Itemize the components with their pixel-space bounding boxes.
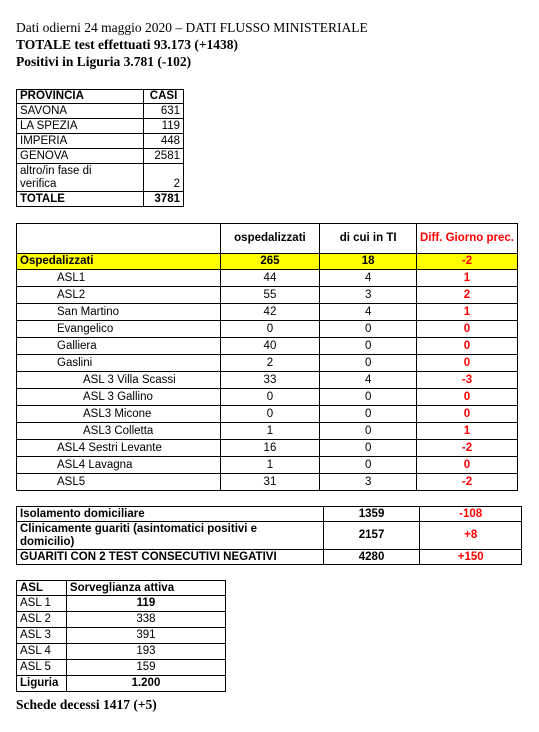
- cell-ospedalizzati: 265: [220, 254, 320, 270]
- cell-diff: 2: [416, 287, 517, 304]
- cell-ospedalizzati: 1: [220, 423, 320, 440]
- row-label: Galliera: [17, 338, 221, 355]
- status-label-line: domicilio): [20, 535, 75, 548]
- table-total-row: [17, 192, 184, 207]
- table-header-row: [17, 224, 518, 254]
- asl-name: ASL 3: [17, 628, 67, 644]
- cell-diff: 0: [416, 321, 517, 338]
- cell-diff: 0: [416, 389, 517, 406]
- cell-ospedalizzati: 0: [220, 406, 320, 423]
- cell-diff: 0: [416, 338, 517, 355]
- cell-ospedalizzati: 33: [220, 372, 320, 389]
- asl-surveillance-table: [16, 580, 226, 692]
- cell-diff: -3: [416, 372, 517, 389]
- hospitalization-table: [16, 223, 518, 491]
- province-table: [16, 89, 184, 207]
- cell-ti: 18: [320, 254, 417, 270]
- province-name: SAVONA: [17, 104, 144, 119]
- asl-value: 391: [66, 628, 225, 644]
- table-header-row: [17, 90, 184, 104]
- cell-ti: 4: [320, 304, 417, 321]
- table-row: [17, 164, 184, 192]
- row-label: ASL4 Sestri Levante: [17, 440, 221, 457]
- table-row: [17, 457, 518, 474]
- province-value: 448: [144, 134, 184, 149]
- row-label: San Martino: [17, 304, 221, 321]
- status-diff: +150: [420, 550, 522, 565]
- row-label: ASL3 Colletta: [17, 423, 221, 440]
- cell-ospedalizzati: 0: [220, 321, 320, 338]
- province-name-line: verifica: [20, 177, 57, 190]
- table-row: [17, 474, 518, 491]
- province-name: GENOVA: [17, 149, 144, 164]
- table-header-row: [17, 581, 226, 596]
- column-header-empty: [17, 224, 221, 254]
- table-total-row: [17, 676, 226, 692]
- column-header: Diff. Giorno prec.: [416, 224, 517, 254]
- cell-ospedalizzati: 2: [220, 355, 320, 372]
- positives-line: Positivi in Liguria 3.781 (-102): [16, 54, 192, 69]
- asl-name: ASL 2: [17, 612, 67, 628]
- table-row: [17, 389, 518, 406]
- table-row: [17, 338, 518, 355]
- table-row: [17, 550, 522, 565]
- cell-ospedalizzati: 31: [220, 474, 320, 491]
- cell-ti: 0: [320, 321, 417, 338]
- row-label: Ospedalizzati: [17, 254, 221, 270]
- asl-name: ASL 1: [17, 596, 67, 612]
- cell-ti: 0: [320, 355, 417, 372]
- table-row: [17, 423, 518, 440]
- cell-diff: 0: [416, 355, 517, 372]
- row-label: ASL3 Micone: [17, 406, 221, 423]
- status-diff: -108: [420, 507, 522, 522]
- cell-ospedalizzati: 42: [220, 304, 320, 321]
- column-header: di cui in TI: [320, 224, 417, 254]
- total-label: Liguria: [17, 676, 67, 692]
- asl-value: 338: [66, 612, 225, 628]
- cell-ti: 0: [320, 423, 417, 440]
- row-label: Evangelico: [17, 321, 221, 338]
- table-row: [17, 270, 518, 287]
- row-label: Gaslini: [17, 355, 221, 372]
- table-row: [17, 507, 522, 522]
- status-label-line: Clinicamente guariti (asintomatici positivi e: [20, 522, 258, 535]
- summary-row: [17, 254, 518, 270]
- cell-ospedalizzati: 0: [220, 389, 320, 406]
- province-name-line: altro/in fase di: [20, 164, 92, 177]
- asl-value: 193: [66, 644, 225, 660]
- cell-ti: 0: [320, 406, 417, 423]
- row-label: ASL4 Lavagna: [17, 457, 221, 474]
- row-label: ASL 3 Villa Scassi: [17, 372, 221, 389]
- status-value: 4280: [323, 550, 420, 565]
- status-label: GUARITI CON 2 TEST CONSECUTIVI NEGATIVI: [17, 550, 324, 565]
- status-label: [17, 522, 324, 550]
- total-tests-line: TOTALE test effettuati 93.173 (+1438): [16, 37, 239, 52]
- table-row: [17, 612, 226, 628]
- asl-name: ASL 5: [17, 660, 67, 676]
- report-date-title: Dati odierni 24 maggio 2020 – DATI FLUSSO MINISTERIALE: [16, 20, 368, 35]
- row-label: ASL2: [17, 287, 221, 304]
- column-header: ASL: [17, 581, 67, 596]
- table-row: [17, 644, 226, 660]
- asl-name: ASL 4: [17, 644, 67, 660]
- table-row: [17, 628, 226, 644]
- column-header: Sorveglianza attiva: [66, 581, 225, 596]
- cell-diff: 1: [416, 304, 517, 321]
- province-name: LA SPEZIA: [17, 119, 144, 134]
- cell-ti: 3: [320, 474, 417, 491]
- cell-ti: 0: [320, 389, 417, 406]
- status-value: 2157: [323, 522, 420, 550]
- total-label: TOTALE: [17, 192, 144, 207]
- column-header: PROVINCIA: [17, 90, 144, 104]
- row-label: ASL1: [17, 270, 221, 287]
- table-row: [17, 104, 184, 119]
- status-label: Isolamento domiciliare: [17, 507, 324, 522]
- row-label: ASL 3 Gallino: [17, 389, 221, 406]
- row-label: ASL5: [17, 474, 221, 491]
- cell-ti: 4: [320, 270, 417, 287]
- table-row: [17, 596, 226, 612]
- cell-ti: 4: [320, 372, 417, 389]
- status-value: 1359: [323, 507, 420, 522]
- status-diff: +8: [420, 522, 522, 550]
- column-header: ospedalizzati: [220, 224, 320, 254]
- cell-ospedalizzati: 55: [220, 287, 320, 304]
- table-row: [17, 119, 184, 134]
- cell-diff: -2: [416, 254, 517, 270]
- cell-diff: 1: [416, 423, 517, 440]
- death-records-line: Schede decessi 1417 (+5): [16, 697, 157, 712]
- cell-ospedalizzati: 40: [220, 338, 320, 355]
- province-value: 119: [144, 119, 184, 134]
- cell-ti: 3: [320, 287, 417, 304]
- cell-ti: 0: [320, 338, 417, 355]
- status-table: [16, 506, 522, 565]
- table-row: [17, 406, 518, 423]
- cell-diff: 0: [416, 457, 517, 474]
- cell-ti: 0: [320, 457, 417, 474]
- table-row: [17, 321, 518, 338]
- table-row: [17, 440, 518, 457]
- total-value: 1.200: [66, 676, 225, 692]
- table-row: [17, 660, 226, 676]
- total-value: 3781: [144, 192, 184, 207]
- table-row: [17, 372, 518, 389]
- asl-value: 159: [66, 660, 225, 676]
- table-row: [17, 134, 184, 149]
- cell-diff: 0: [416, 406, 517, 423]
- province-name: [17, 164, 144, 192]
- cell-ospedalizzati: 44: [220, 270, 320, 287]
- province-name: IMPERIA: [17, 134, 144, 149]
- province-value: 2: [144, 164, 184, 192]
- cell-diff: -2: [416, 474, 517, 491]
- cell-ospedalizzati: 16: [220, 440, 320, 457]
- cell-diff: -2: [416, 440, 517, 457]
- cell-ti: 0: [320, 440, 417, 457]
- province-value: 631: [144, 104, 184, 119]
- table-row: [17, 304, 518, 321]
- asl-value: 119: [66, 596, 225, 612]
- table-row: [17, 522, 522, 550]
- cell-diff: 1: [416, 270, 517, 287]
- province-value: 2581: [144, 149, 184, 164]
- table-row: [17, 287, 518, 304]
- table-row: [17, 149, 184, 164]
- table-row: [17, 355, 518, 372]
- cell-ospedalizzati: 1: [220, 457, 320, 474]
- column-header: CASI: [144, 90, 184, 104]
